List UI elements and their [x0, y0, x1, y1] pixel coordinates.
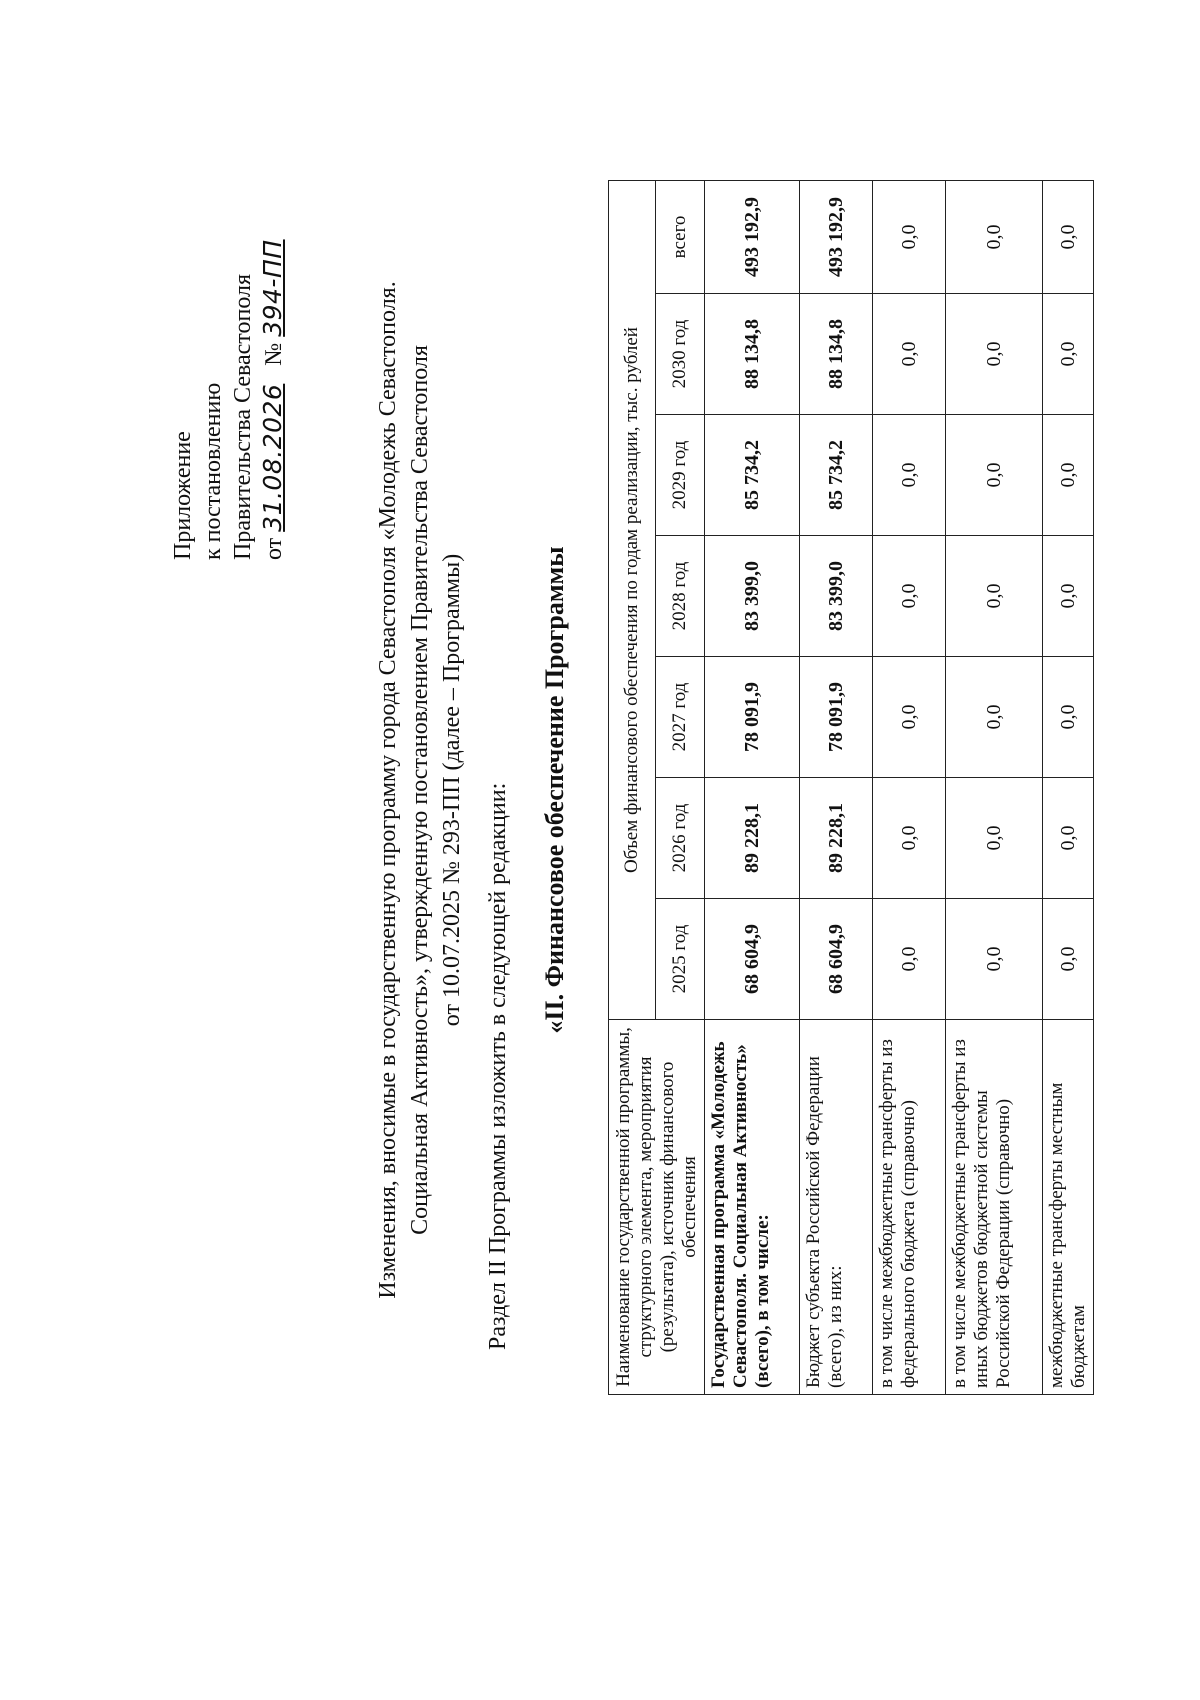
cell-value: 0,0 — [946, 899, 1043, 1020]
cell-value: 0,0 — [873, 899, 946, 1020]
year-header: 2025 год — [656, 899, 705, 1020]
row-name: Государственная программа «Молодежь Севастополя. Социальная Активность» (всего), в том числе: — [705, 1020, 800, 1395]
cell-value: 68 604,9 — [800, 899, 873, 1020]
cell-value: 83 399,0 — [800, 536, 873, 657]
approval-line-3: Правительства Севастополя — [230, 273, 256, 560]
section-title: «II. Финансовое обеспечение Программы — [540, 546, 569, 1034]
intro-line-3: от 10.07.2025 № 293-ПП (далее – Программы) — [439, 553, 465, 1027]
cell-value: 68 604,9 — [705, 899, 800, 1020]
table-row — [1043, 181, 1094, 1395]
row-name: в том числе межбюджетные трансферты из иных бюджетов бюджетной системы Российской Федерации (справочно) — [946, 1020, 1043, 1395]
table-row — [873, 181, 946, 1395]
table-row — [946, 181, 1043, 1395]
cell-value: 88 134,8 — [705, 294, 800, 415]
cell-value: 0,0 — [946, 657, 1043, 778]
cell-value: 88 134,8 — [800, 294, 873, 415]
row-name: межбюджетные трансферты местным бюджетам — [1043, 1020, 1094, 1395]
volume-header: Объем финансового обеспечения по годам реализации, тыс. рублей — [609, 181, 656, 1020]
year-header: 2028 год — [656, 536, 705, 657]
handwritten-number: 394-ПП — [258, 239, 287, 337]
date-prefix: от — [261, 537, 287, 560]
table-header-row — [609, 181, 656, 1395]
cell-value: 0,0 — [873, 657, 946, 778]
approval-line-1: Приложение — [170, 431, 196, 560]
cell-value: 85 734,2 — [705, 415, 800, 536]
intro-text — [372, 215, 468, 1365]
cell-value: 0,0 — [1043, 415, 1094, 536]
total-header: всего — [656, 181, 705, 294]
cell-value: 0,0 — [873, 294, 946, 415]
row-name: Бюджет субъекта Российской Федерации (всего), из них: — [800, 1020, 873, 1395]
cell-value: 0,0 — [946, 778, 1043, 899]
section-note: Раздел II Программы изложить в следующей редакции: — [485, 782, 511, 1350]
cell-value: 0,0 — [873, 536, 946, 657]
approval-date-line — [258, 239, 289, 560]
cell-value: 0,0 — [873, 415, 946, 536]
approval-line-2: к постановлению — [200, 382, 226, 560]
table-row — [705, 181, 800, 1395]
cell-value: 0,0 — [1043, 657, 1094, 778]
cell-value: 0,0 — [946, 181, 1043, 294]
intro-line-1: Изменения, вносимые в государственную программу города Севастополя «Молодежь Севастополя. — [375, 281, 401, 1299]
year-header: 2026 год — [656, 778, 705, 899]
financing-table — [608, 180, 1094, 1395]
table-row — [800, 181, 873, 1395]
name-header: Наименование государственной программы, структурного элемента, мероприятия (результата), источник финансового обеспечения — [609, 1020, 705, 1395]
cell-value: 0,0 — [873, 181, 946, 294]
cell-value: 0,0 — [1043, 294, 1094, 415]
cell-value: 0,0 — [1043, 536, 1094, 657]
cell-value: 493 192,9 — [800, 181, 873, 294]
year-header: 2030 год — [656, 294, 705, 415]
cell-value: 0,0 — [946, 415, 1043, 536]
cell-value: 89 228,1 — [800, 778, 873, 899]
intro-line-2: Социальная Активность», утвержденную постановлением Правительства Севастополя — [407, 345, 433, 1235]
cell-value: 493 192,9 — [705, 181, 800, 294]
cell-value: 0,0 — [1043, 899, 1094, 1020]
handwritten-date: 31.08.2026 — [258, 383, 287, 532]
cell-value: 0,0 — [873, 778, 946, 899]
row-name: в том числе межбюджетные трансферты из федерального бюджета (справочно) — [873, 1020, 946, 1395]
cell-value: 85 734,2 — [800, 415, 873, 536]
year-header: 2027 год — [656, 657, 705, 778]
year-header: 2029 год — [656, 415, 705, 536]
cell-value: 89 228,1 — [705, 778, 800, 899]
cell-value: 83 399,0 — [705, 536, 800, 657]
approval-block — [168, 239, 289, 560]
cell-value: 0,0 — [946, 536, 1043, 657]
cell-value: 0,0 — [1043, 778, 1094, 899]
number-prefix: № — [261, 342, 287, 366]
cell-value: 78 091,9 — [705, 657, 800, 778]
cell-value: 0,0 — [1043, 181, 1094, 294]
rotated-page — [0, 90, 1200, 1590]
cell-value: 0,0 — [946, 294, 1043, 415]
cell-value: 78 091,9 — [800, 657, 873, 778]
